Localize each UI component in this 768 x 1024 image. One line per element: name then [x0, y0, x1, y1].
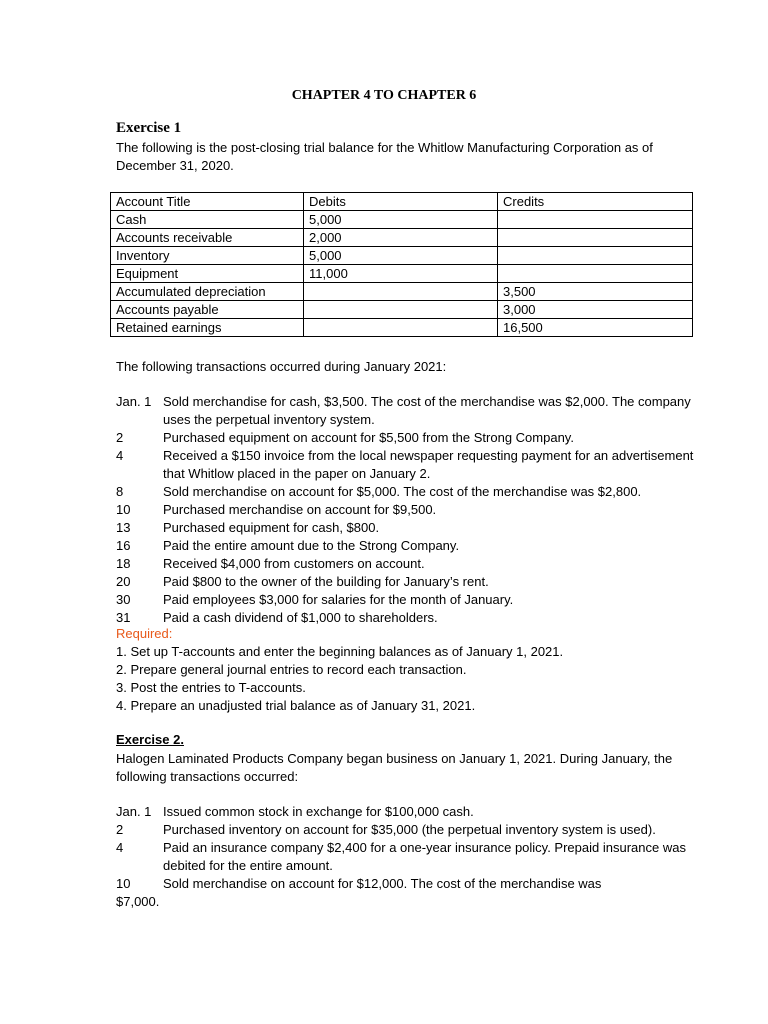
exercise2-heading: Exercise 2.: [116, 732, 184, 747]
exercise1-heading: Exercise 1: [116, 120, 182, 136]
table-row: [111, 265, 693, 283]
debit-cell: 11,000: [304, 265, 498, 283]
transaction-date: 4: [116, 448, 124, 463]
requirement-item: 3. Post the entries to T-accounts.: [116, 680, 306, 695]
transaction-text: Paid a cash dividend of $1,000 to shareholders.: [163, 610, 438, 625]
transaction-row: [116, 519, 696, 537]
transaction-date: 2: [116, 822, 124, 837]
header-credits: Credits: [498, 193, 693, 211]
required-label: Required:: [116, 626, 173, 641]
exercise2-transactions: [116, 803, 696, 911]
account-cell: Accumulated depreciation: [111, 283, 304, 301]
exercise1-transactions: [116, 393, 696, 627]
transaction-text: Paid an insurance company $2,400 for a one-year insurance policy. Prepaid insurance was debited for the entire amount.: [163, 840, 686, 873]
transaction-text: Paid the entire amount due to the Strong Company.: [163, 538, 460, 553]
credit-cell: 16,500: [498, 319, 693, 337]
table-row: [111, 283, 693, 301]
transaction-continuation: $7,000.: [116, 894, 160, 909]
transaction-text: Sold merchandise on account for $5,000. The cost of the merchandise was $2,800.: [163, 484, 642, 499]
trial-balance-table: [110, 192, 693, 337]
transaction-text: Sold merchandise for cash, $3,500. The cost of the merchandise was $2,000. The company uses the perpetual inventory system.: [163, 394, 691, 427]
transaction-row: [116, 573, 696, 591]
transaction-text: Purchased equipment for cash, $800.: [163, 520, 380, 535]
transaction-text: Purchased merchandise on account for $9,500.: [163, 502, 437, 517]
account-cell: Cash: [111, 211, 304, 229]
transaction-date: 2: [116, 430, 124, 445]
debit-cell: 5,000: [304, 247, 498, 265]
credit-cell: [498, 229, 693, 247]
transaction-text: Purchased inventory on account for $35,000 (the perpetual inventory system is used).: [163, 822, 656, 837]
transaction-date: 10: [116, 876, 131, 891]
transaction-text: Paid employees $3,000 for salaries for the month of January.: [163, 592, 514, 607]
transaction-row: [116, 501, 696, 519]
transaction-row: [116, 821, 696, 839]
account-cell: Retained earnings: [111, 319, 304, 337]
transaction-date: 30: [116, 592, 131, 607]
debit-cell: [304, 283, 498, 301]
transaction-date: 20: [116, 574, 131, 589]
table-row: [111, 319, 693, 337]
table-row: [111, 301, 693, 319]
transaction-row: [116, 447, 696, 483]
transaction-row: [116, 803, 696, 821]
exercise2-intro: Halogen Laminated Products Company began business on January 1, 2021. During January, the following transactions occurred:: [116, 751, 673, 784]
credit-cell: [498, 265, 693, 283]
transaction-row: [116, 429, 696, 447]
credit-cell: 3,500: [498, 283, 693, 301]
header-account-title: Account Title: [111, 193, 304, 211]
transaction-row: [116, 483, 696, 501]
transaction-date: 4: [116, 840, 124, 855]
credit-cell: [498, 247, 693, 265]
transaction-row: [116, 537, 696, 555]
table-row: [111, 211, 693, 229]
transaction-text: Paid $800 to the owner of the building for January’s rent.: [163, 574, 489, 589]
transaction-date: 16: [116, 538, 131, 553]
transactions-intro: The following transactions occurred during January 2021:: [116, 359, 447, 374]
transaction-row: [116, 839, 696, 875]
transaction-text: Received a $150 invoice from the local newspaper requesting payment for an advertisement that Whitlow placed in the paper on January 2.: [163, 448, 694, 481]
debit-cell: [304, 319, 498, 337]
header-debits: Debits: [304, 193, 498, 211]
requirements-block: [116, 625, 696, 715]
transaction-text: Issued common stock in exchange for $100,000 cash.: [163, 804, 474, 819]
transaction-row: [116, 393, 696, 429]
table-header-row: [111, 193, 693, 211]
account-cell: Equipment: [111, 265, 304, 283]
transaction-date: 31: [116, 610, 131, 625]
transaction-row: [116, 555, 696, 573]
page-title: CHAPTER 4 TO CHAPTER 6: [291, 88, 477, 103]
debit-cell: 5,000: [304, 211, 498, 229]
transaction-row: [116, 591, 696, 609]
transaction-date: Jan. 1: [116, 804, 152, 819]
transaction-text: Received $4,000 from customers on account.: [163, 556, 425, 571]
transaction-date: Jan. 1: [116, 394, 152, 409]
transaction-date: 8: [116, 484, 124, 499]
account-cell: Inventory: [111, 247, 304, 265]
account-cell: Accounts receivable: [111, 229, 304, 247]
transaction-date: 13: [116, 520, 131, 535]
requirement-item: 1. Set up T-accounts and enter the beginning balances as of January 1, 2021.: [116, 644, 564, 659]
transaction-date: 18: [116, 556, 131, 571]
requirement-item: 2. Prepare general journal entries to record each transaction.: [116, 662, 467, 677]
transaction-date: 10: [116, 502, 131, 517]
requirement-item: 4. Prepare an unadjusted trial balance as of January 31, 2021.: [116, 698, 476, 713]
credit-cell: [498, 211, 693, 229]
table-row: [111, 229, 693, 247]
credit-cell: 3,000: [498, 301, 693, 319]
debit-cell: [304, 301, 498, 319]
account-cell: Accounts payable: [111, 301, 304, 319]
transaction-text: Purchased equipment on account for $5,500 from the Strong Company.: [163, 430, 574, 445]
table-row: [111, 247, 693, 265]
exercise1-intro: The following is the post-closing trial balance for the Whitlow Manufacturing Corporation as of December 31, 2020.: [116, 140, 653, 173]
transaction-text: Sold merchandise on account for $12,000. The cost of the merchandise was: [163, 876, 602, 891]
debit-cell: 2,000: [304, 229, 498, 247]
transaction-row: [116, 875, 696, 893]
